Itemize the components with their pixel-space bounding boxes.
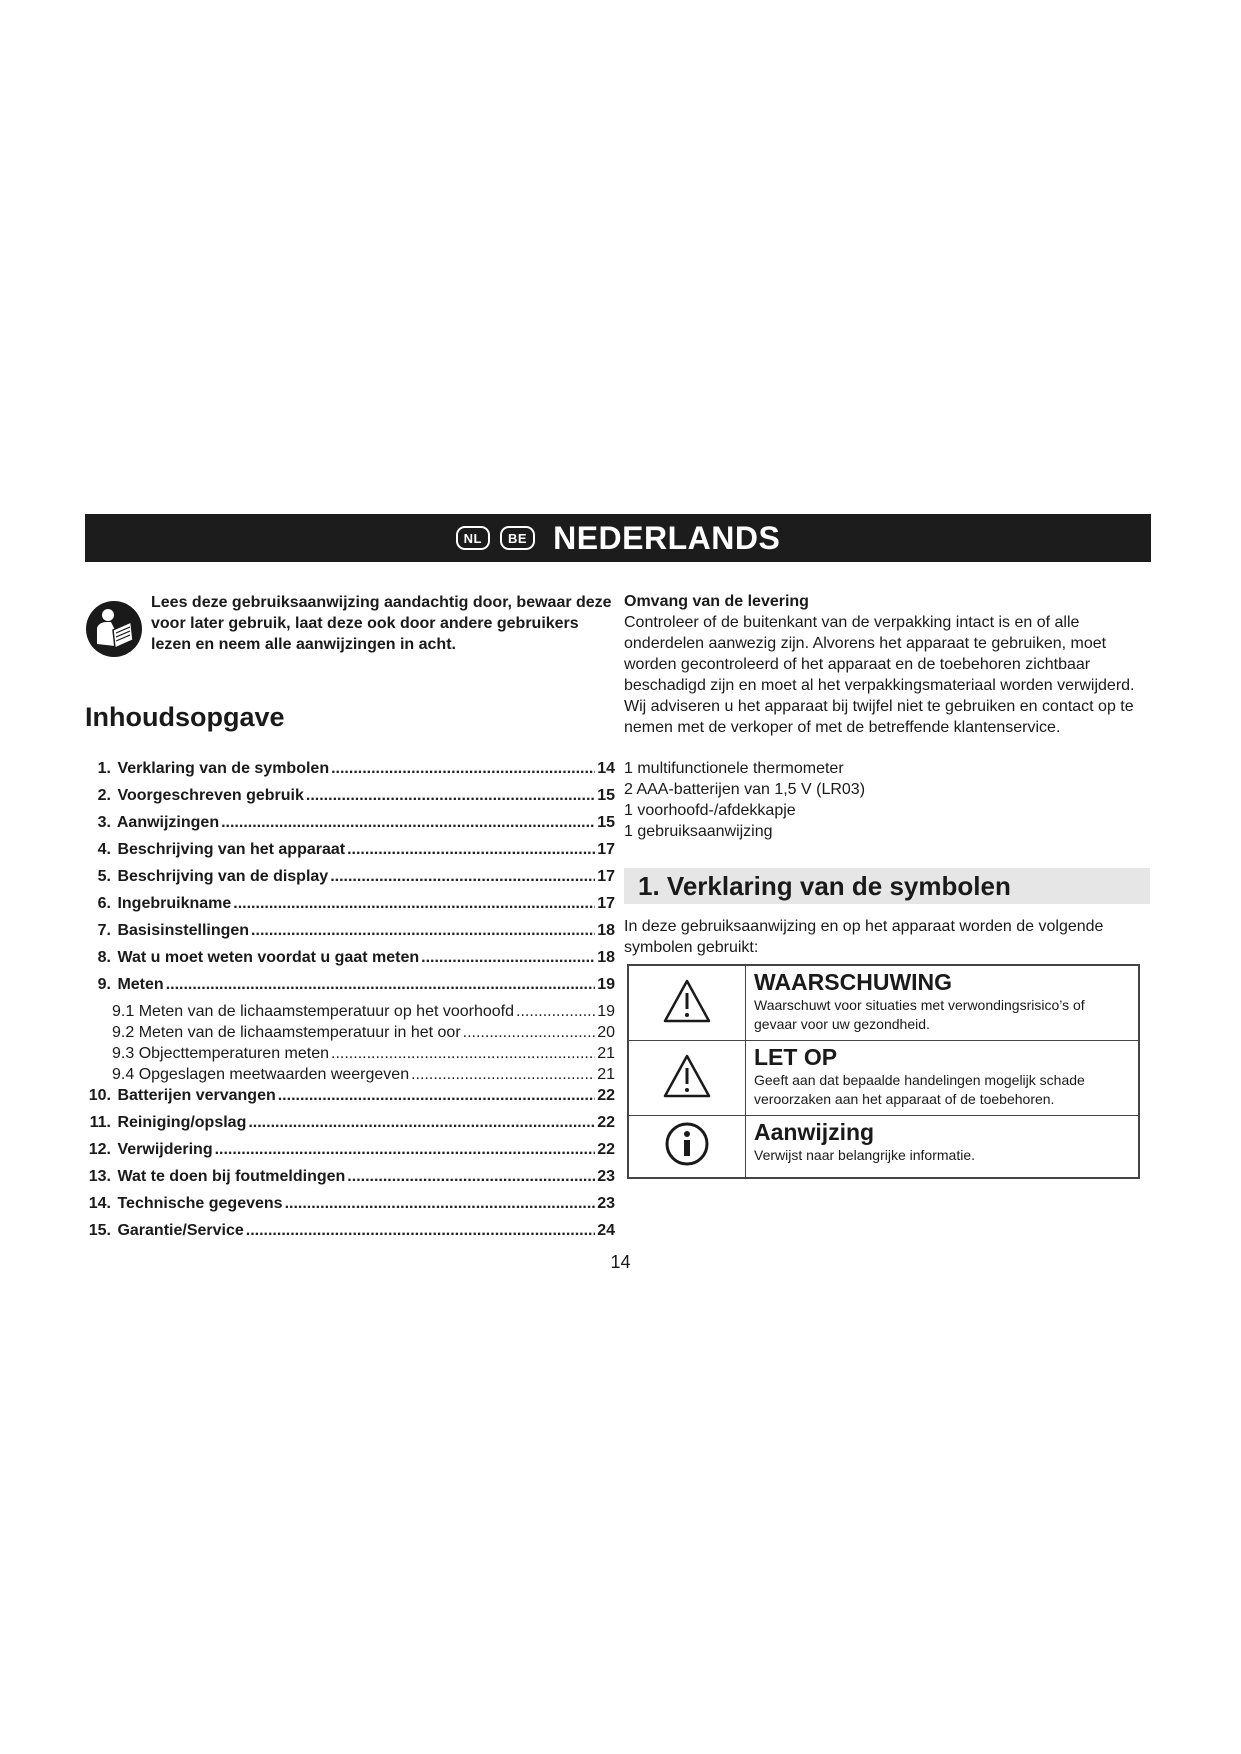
warning-triangle-icon	[662, 978, 712, 1024]
toc-title: Inhoudsopgave	[85, 702, 285, 732]
toc-entry[interactable]: 10. Batterijen vervangen ..... 22	[85, 1086, 615, 1113]
toc-entry[interactable]: 1. Verklaring van de symbolen ..... 14	[85, 759, 615, 786]
symbol-description: Verwijst naar belangrijke informatie.	[754, 1147, 975, 1163]
symbols-intro: In deze gebruiksaanwijzing en op het apparaat worden de volgende symbolen gebruikt:	[624, 918, 1104, 956]
toc-entry[interactable]: 3. Aanwijzingen ..... 15	[85, 813, 615, 840]
caution-triangle-icon	[662, 1053, 712, 1099]
right-column	[624, 592, 1150, 1179]
language-banner	[85, 514, 1151, 562]
intro-notice	[85, 592, 615, 658]
toc-entry[interactable]: 13. Wat te doen bij foutmeldingen ..... 23	[85, 1167, 615, 1194]
table-row	[628, 1041, 1139, 1116]
toc-entry[interactable]: 14. Technische gegevens ..... 23	[85, 1194, 615, 1221]
left-column	[85, 592, 615, 1248]
list-item: 2 AAA-batterijen van 1,5 V (LR03)	[624, 781, 866, 798]
delivery-items	[624, 758, 1150, 842]
toc-entry[interactable]: 2. Voorgeschreven gebruik ..... 15	[85, 786, 615, 813]
lang-badge-be: BE	[500, 526, 535, 550]
toc-entry[interactable]: 5. Beschrijving van de display ..... 17	[85, 867, 615, 894]
page-number: 14	[610, 1252, 631, 1272]
symbol-name: WAARSCHUWING	[754, 969, 953, 995]
toc-entry[interactable]: 12. Verwijdering ..... 22	[85, 1140, 615, 1167]
list-item: 1 multifunctionele thermometer	[624, 760, 844, 777]
banner-title: NEDERLANDS	[553, 519, 781, 556]
toc-subentry[interactable]: 9.4 Opgeslagen meetwaarden weergeven ..... 21	[85, 1065, 615, 1086]
lang-badge-nl: NL	[456, 526, 490, 550]
symbol-description: Waarschuwt voor situaties met verwondingsrisico’s of gevaar voor uw gezondheid.	[754, 997, 1085, 1032]
list-item: 1 gebruiksaanwijzing	[624, 823, 773, 840]
toc-entry[interactable]: 15. Garantie/Service ..... 24	[85, 1221, 615, 1248]
symbol-description: Geeft aan dat bepaalde handelingen mogelijk schade veroorzaken aan het apparaat of de toebehoren.	[754, 1072, 1085, 1107]
symbols-section-heading: 1. Verklaring van de symbolen	[624, 868, 1150, 904]
read-manual-icon	[85, 600, 143, 658]
toc-subentry[interactable]: 9.2 Meten van de lichaamstemperatuur in het oor ..... 20	[85, 1023, 615, 1044]
table-of-contents	[85, 759, 615, 1248]
toc-entry[interactable]: 8. Wat u moet weten voordat u gaat meten ..... 18	[85, 948, 615, 975]
toc-subentry[interactable]: 9.1 Meten van de lichaamstemperatuur op het voorhoofd ..... 19	[85, 1002, 615, 1023]
delivery-text: Controleer of de buitenkant van de verpakking intact is en of alle onderdelen aanwezig zijn. Alvorens het apparaat te gebruiken, moet worden gecontroleerd of het apparaat en de toebehoren zichtbaar beschadigd zijn en moet al het verpakkingsmateriaal worden verwijderd. Wij adviseren u het apparaat bij twijfel niet te gebruiken en contact op te nemen met de verkoper of met de betreffende klantenservice.	[624, 614, 1135, 736]
table-row	[628, 1116, 1139, 1178]
table-row	[628, 965, 1139, 1041]
symbol-name: LET OP	[754, 1044, 838, 1070]
toc-entry[interactable]: 7. Basisinstellingen ..... 18	[85, 921, 615, 948]
toc-entry[interactable]: 9. Meten ..... 19	[85, 975, 615, 1002]
toc-entry[interactable]: 11. Reiniging/opslag ..... 22	[85, 1113, 615, 1140]
info-icon	[664, 1121, 710, 1167]
toc-entry[interactable]: 4. Beschrijving van het apparaat ..... 17	[85, 840, 615, 867]
symbol-name: Aanwijzing	[754, 1119, 875, 1145]
intro-text: Lees deze gebruiksaanwijzing aandachtig door, bewaar deze voor later gebruik, laat deze ook door andere gebruikers lezen en neem alle aanwijzingen in acht.	[151, 594, 612, 653]
toc-subentry[interactable]: 9.3 Objecttemperaturen meten ..... 21	[85, 1044, 615, 1065]
delivery-heading: Omvang van de levering	[624, 593, 809, 610]
symbols-table	[627, 964, 1140, 1179]
list-item: 1 voorhoofd-/afdekkapje	[624, 802, 796, 819]
toc-entry[interactable]: 6. Ingebruikname ..... 17	[85, 894, 615, 921]
